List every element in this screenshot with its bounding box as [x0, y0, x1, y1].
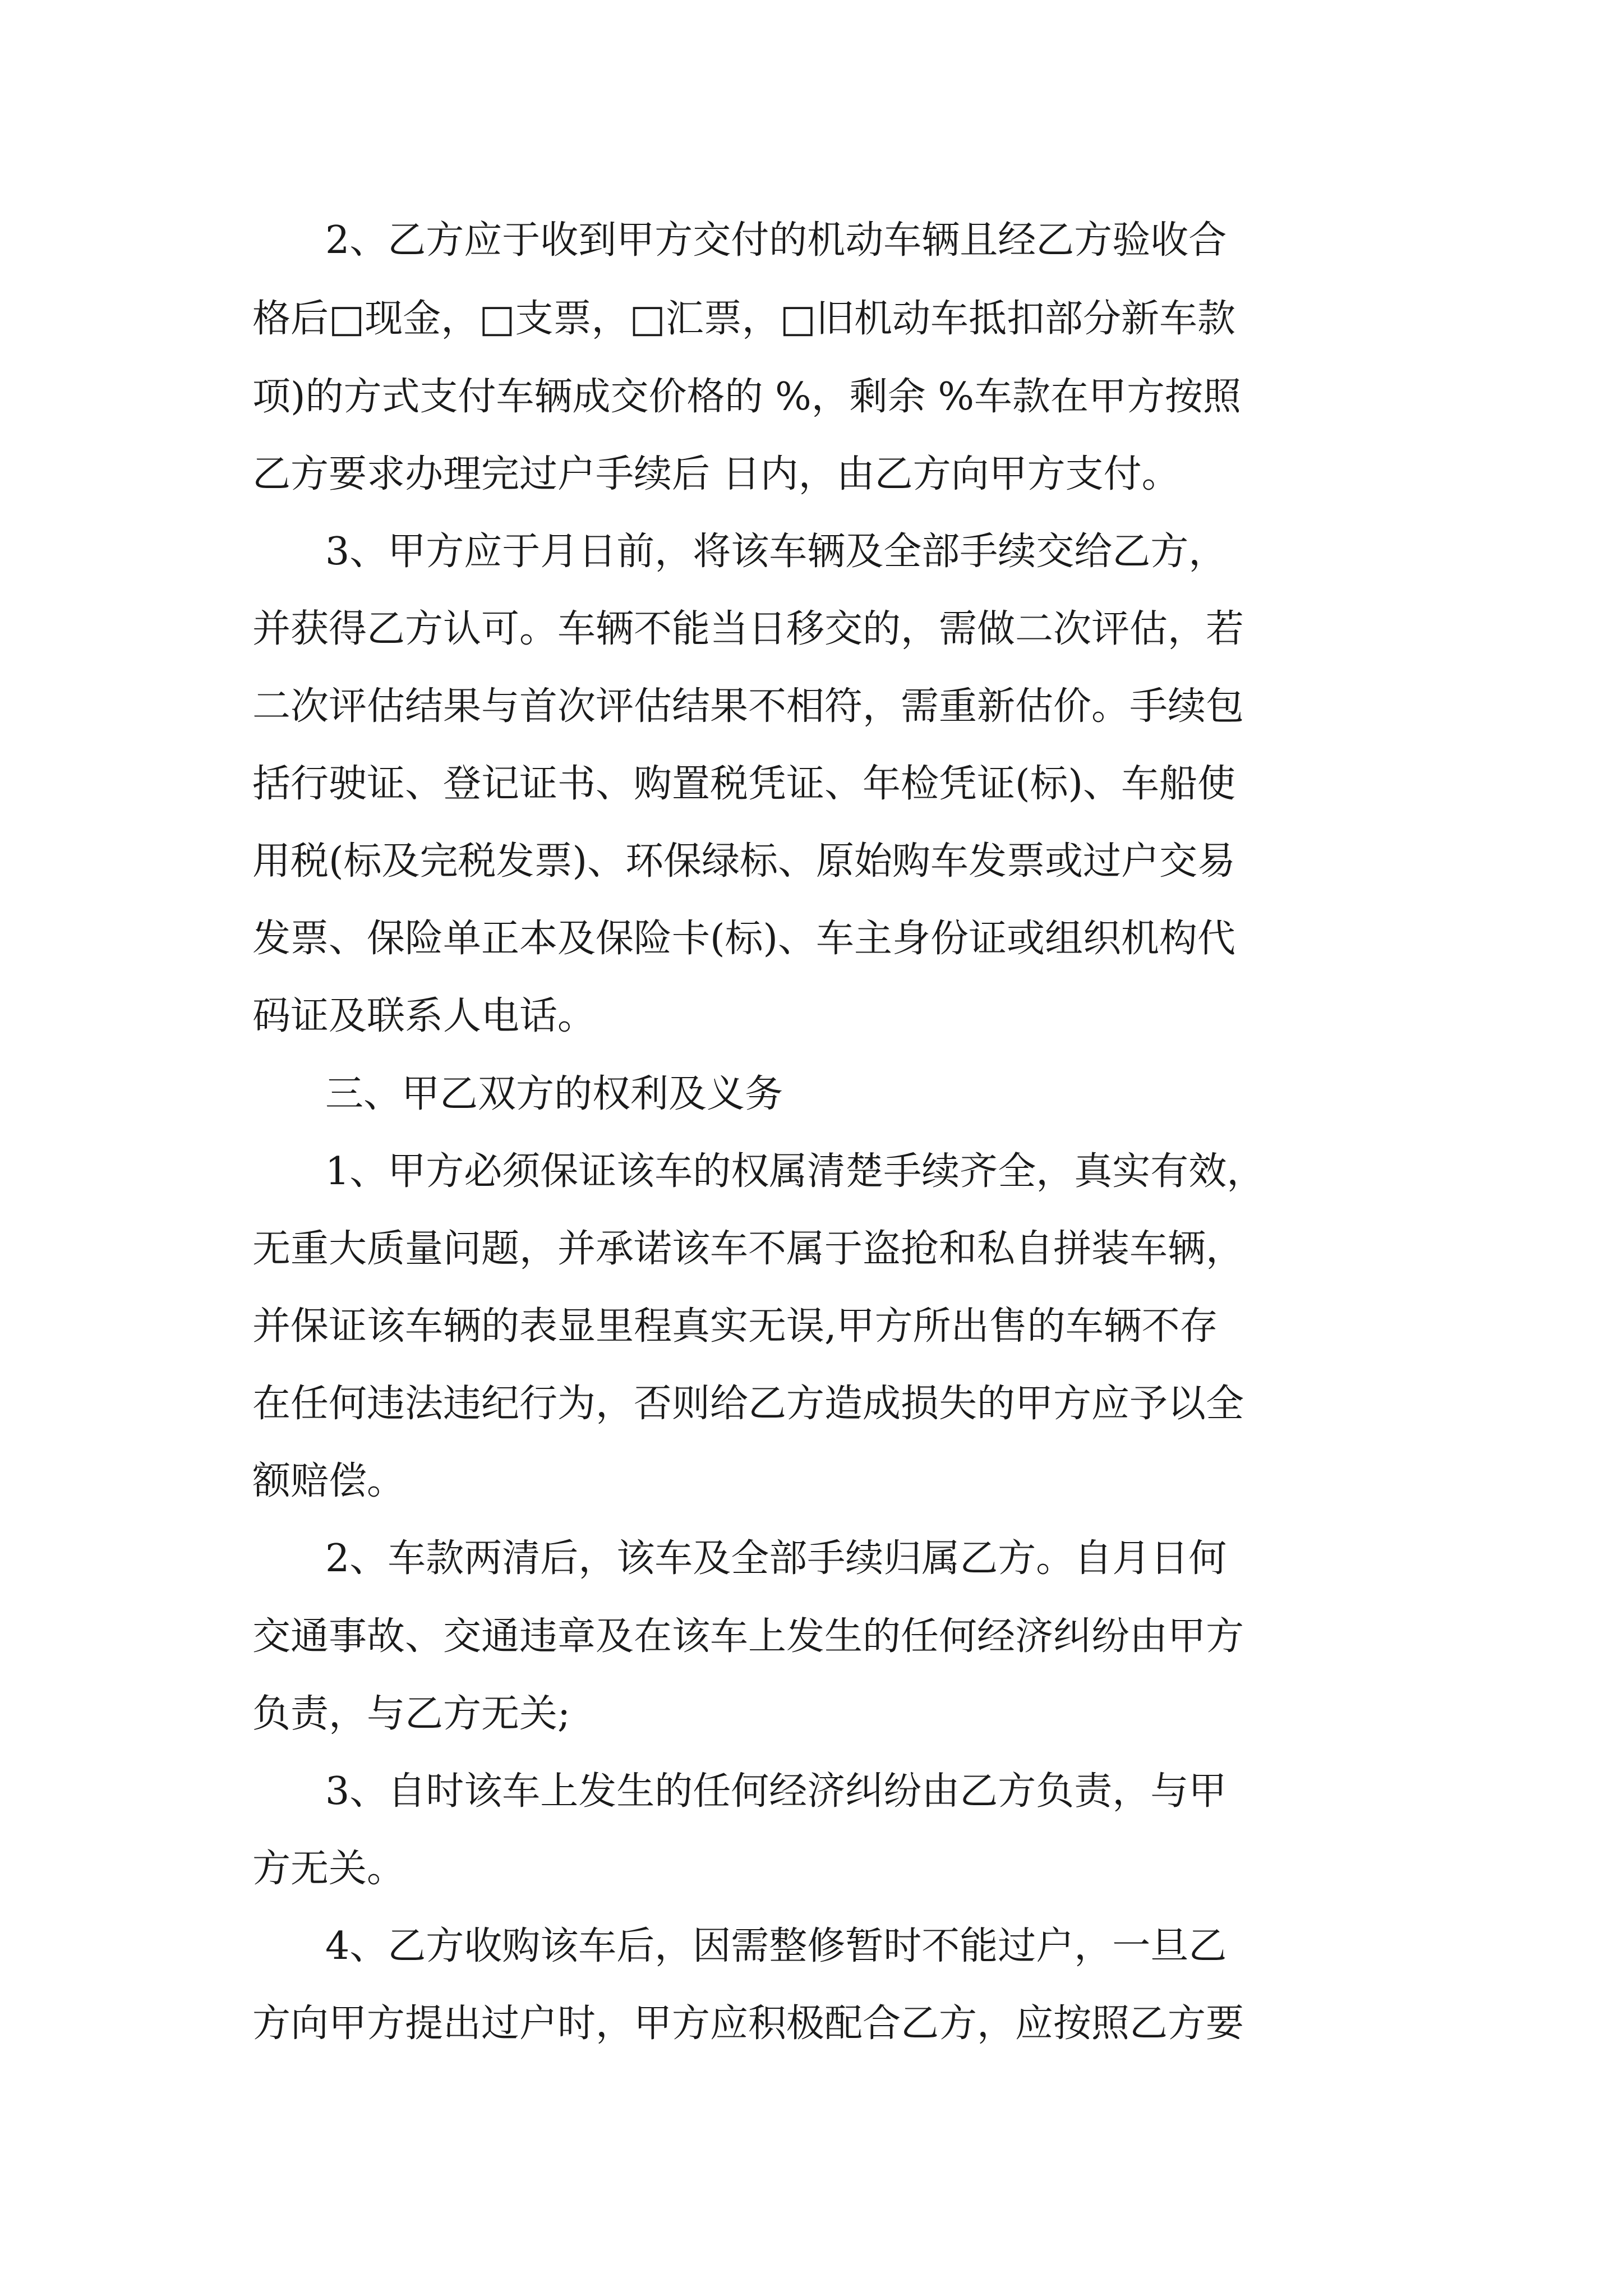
body-line: 乙方要求办理完过户手续后 日内，由乙方向甲方支付。: [252, 452, 1180, 496]
body-line: 方无关。: [252, 1847, 405, 1891]
body-line: 4、乙方收购该车后，因需整修暂时不能过户，一旦乙: [325, 1924, 1227, 1968]
section-heading: 三、甲乙双方的权利及义务: [325, 1072, 783, 1116]
body-line: 无重大质量问题，并承诺该车不属于盗抢和私自拼装车辆，: [252, 1227, 1244, 1271]
body-line: 用税(标及完税发票)、环保绿标、原始购车发票或过户交易: [252, 839, 1236, 884]
body-line: 括行驶证、登记证书、购置税凭证、年检凭证(标)、车船使: [252, 762, 1236, 806]
body-line: 额赔偿。: [252, 1459, 405, 1503]
body-line: 并获得乙方认可。车辆不能当日移交的，需做二次评估，若: [252, 607, 1244, 651]
body-line: 码证及联系人电话。: [252, 994, 596, 1038]
body-line: 方向甲方提出过户时，甲方应积极配合乙方，应按照乙方要: [252, 2001, 1244, 2046]
body-line: 2、车款两清后，该车及全部手续归属乙方。自月日何: [325, 1536, 1227, 1581]
body-line: 发票、保险单正本及保险卡(标)、车主身份证或组织机构代: [252, 917, 1236, 961]
body-line: 3、自时该车上发生的任何经济纠纷由乙方负责，与甲: [325, 1769, 1227, 1814]
body-line: 二次评估结果与首次评估结果不相符，需重新估价。手续包: [252, 684, 1244, 729]
body-line: 并保证该车辆的表显里程真实无误,甲方所出售的车辆不存: [252, 1304, 1218, 1349]
body-line: 格后□现金，□支票，□汇票，□旧机动车抵扣部分新车款: [252, 297, 1235, 341]
body-line: 交通事故、交通违章及在该车上发生的任何经济纠纷由甲方: [252, 1614, 1244, 1659]
body-line: 1、甲方必须保证该车的权属清楚手续齐全，真实有效，: [325, 1149, 1265, 1194]
body-line: 项)的方式支付车辆成交价格的 %，剩余 %车款在甲方按照: [252, 375, 1241, 419]
body-line: 在任何违法违纪行为，否则给乙方造成损失的甲方应予以全: [252, 1382, 1244, 1426]
body-line: 3、甲方应于月日前，将该车辆及全部手续交给乙方，: [325, 530, 1227, 574]
body-line: 负责，与乙方无关;: [252, 1692, 570, 1736]
body-line: 2、乙方应于收到甲方交付的机动车辆且经乙方验收合: [325, 218, 1227, 263]
